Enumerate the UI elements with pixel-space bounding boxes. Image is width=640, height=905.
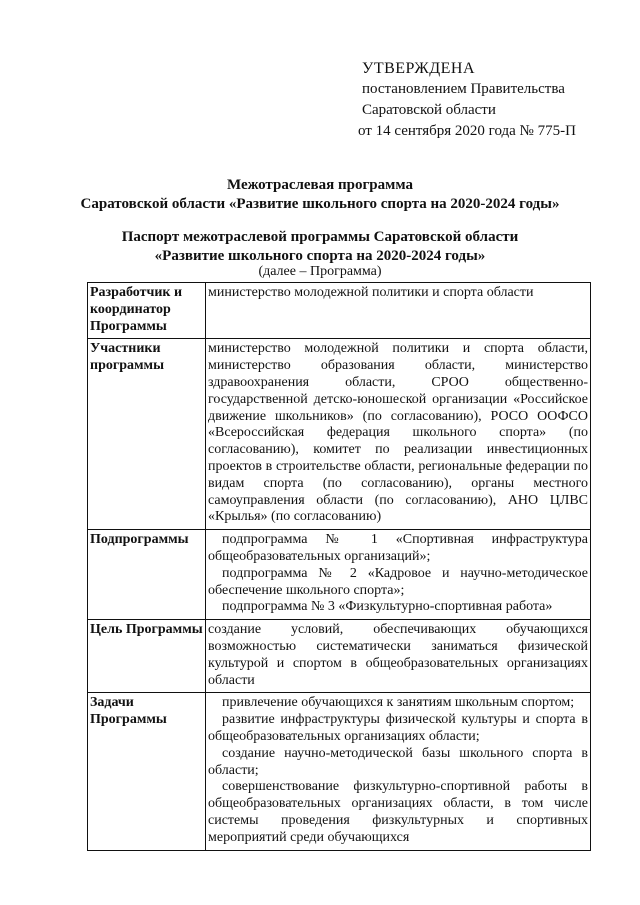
row-label: Цель Программы [88,620,206,693]
row-text: министерство молодежной политики и спорта области, министерство образования области, министерство здравоохранения области, СРОО общественно-государственной детско-юношеской организации «Российское движение школьников» (по согласованию), РОСО ООФСО «Всероссийская федерация школьного спорта» (по согласованию), комитет по реализации инвестиционных проектов в строительстве области, региональные федерации по видам спорта (по согласованию), органы местного самоуправления области (по согласованию), АНО ЦЛВС «Крылья» (по согласованию) [208,341,588,525]
approval-heading: УТВЕРЖДЕНА [362,60,476,77]
row-value [206,693,591,850]
approval-line-2: Саратовской области [362,102,496,118]
approval-line-1: постановлением Правительства [362,81,565,97]
approval-date: от 14 сентября 2020 года № 775-П [358,123,576,139]
program-title-line-2: Саратовской области «Развитие школьного спорта на 2020-2024 годы» [80,196,560,212]
passport-note: (далее – Программа) [258,264,382,279]
list-item: создание научно-методической базы школьного спорта в области; [208,745,588,778]
program-title-line-1: Межотраслевая программа [227,177,413,193]
table-row [88,339,591,530]
list-item: подпрограмма № 2 «Кадровое и научно-методическое обеспечение школьного спорта»; [208,565,588,598]
list-item: подпрограмма № 3 «Физкультурно-спортивная работа» [222,599,553,615]
list-item: совершенствование физкультурно-спортивной работы в общеобразовательных организациях области, в том числе системы проведения физкультурных и спортивных мероприятий среди обучающихся [208,779,588,845]
table-row [88,530,591,620]
row-label: Подпрограммы [88,530,206,620]
table-row [88,693,591,850]
passport-title [0,228,640,266]
list-item: подпрограмма № 1 «Спортивная инфраструктура общеобразовательных организаций»; [208,532,588,564]
approval-stamp [358,58,576,142]
row-text: министерство молодежной политики и спорта области [208,285,534,300]
row-value [206,620,591,693]
list-item: привлечение обучающихся к занятиям школьным спортом; [222,695,575,711]
row-label: Участники программы [88,339,206,530]
passport-title-line-1: Паспорт межотраслевой программы Саратовской области [121,229,519,245]
passport-title-line-2: «Развитие школьного спорта на 2020-2024 годы» [154,248,486,264]
passport-table [87,282,591,851]
row-label: Задачи Программы [88,693,206,850]
row-value [206,283,591,339]
table-row [88,620,591,693]
row-value [206,530,591,620]
program-title [0,176,640,214]
row-text: создание условий, обеспечивающих обучающихся возможностью систематически заниматься физической культурой и спортом в общеобразовательных организациях области [208,622,588,688]
row-label: Разработчик и координатор Программы [88,283,206,339]
table-row [88,283,591,339]
list-item: развитие инфраструктуры физической культуры и спорта в общеобразовательных организациях области; [208,712,588,744]
row-value [206,339,591,530]
